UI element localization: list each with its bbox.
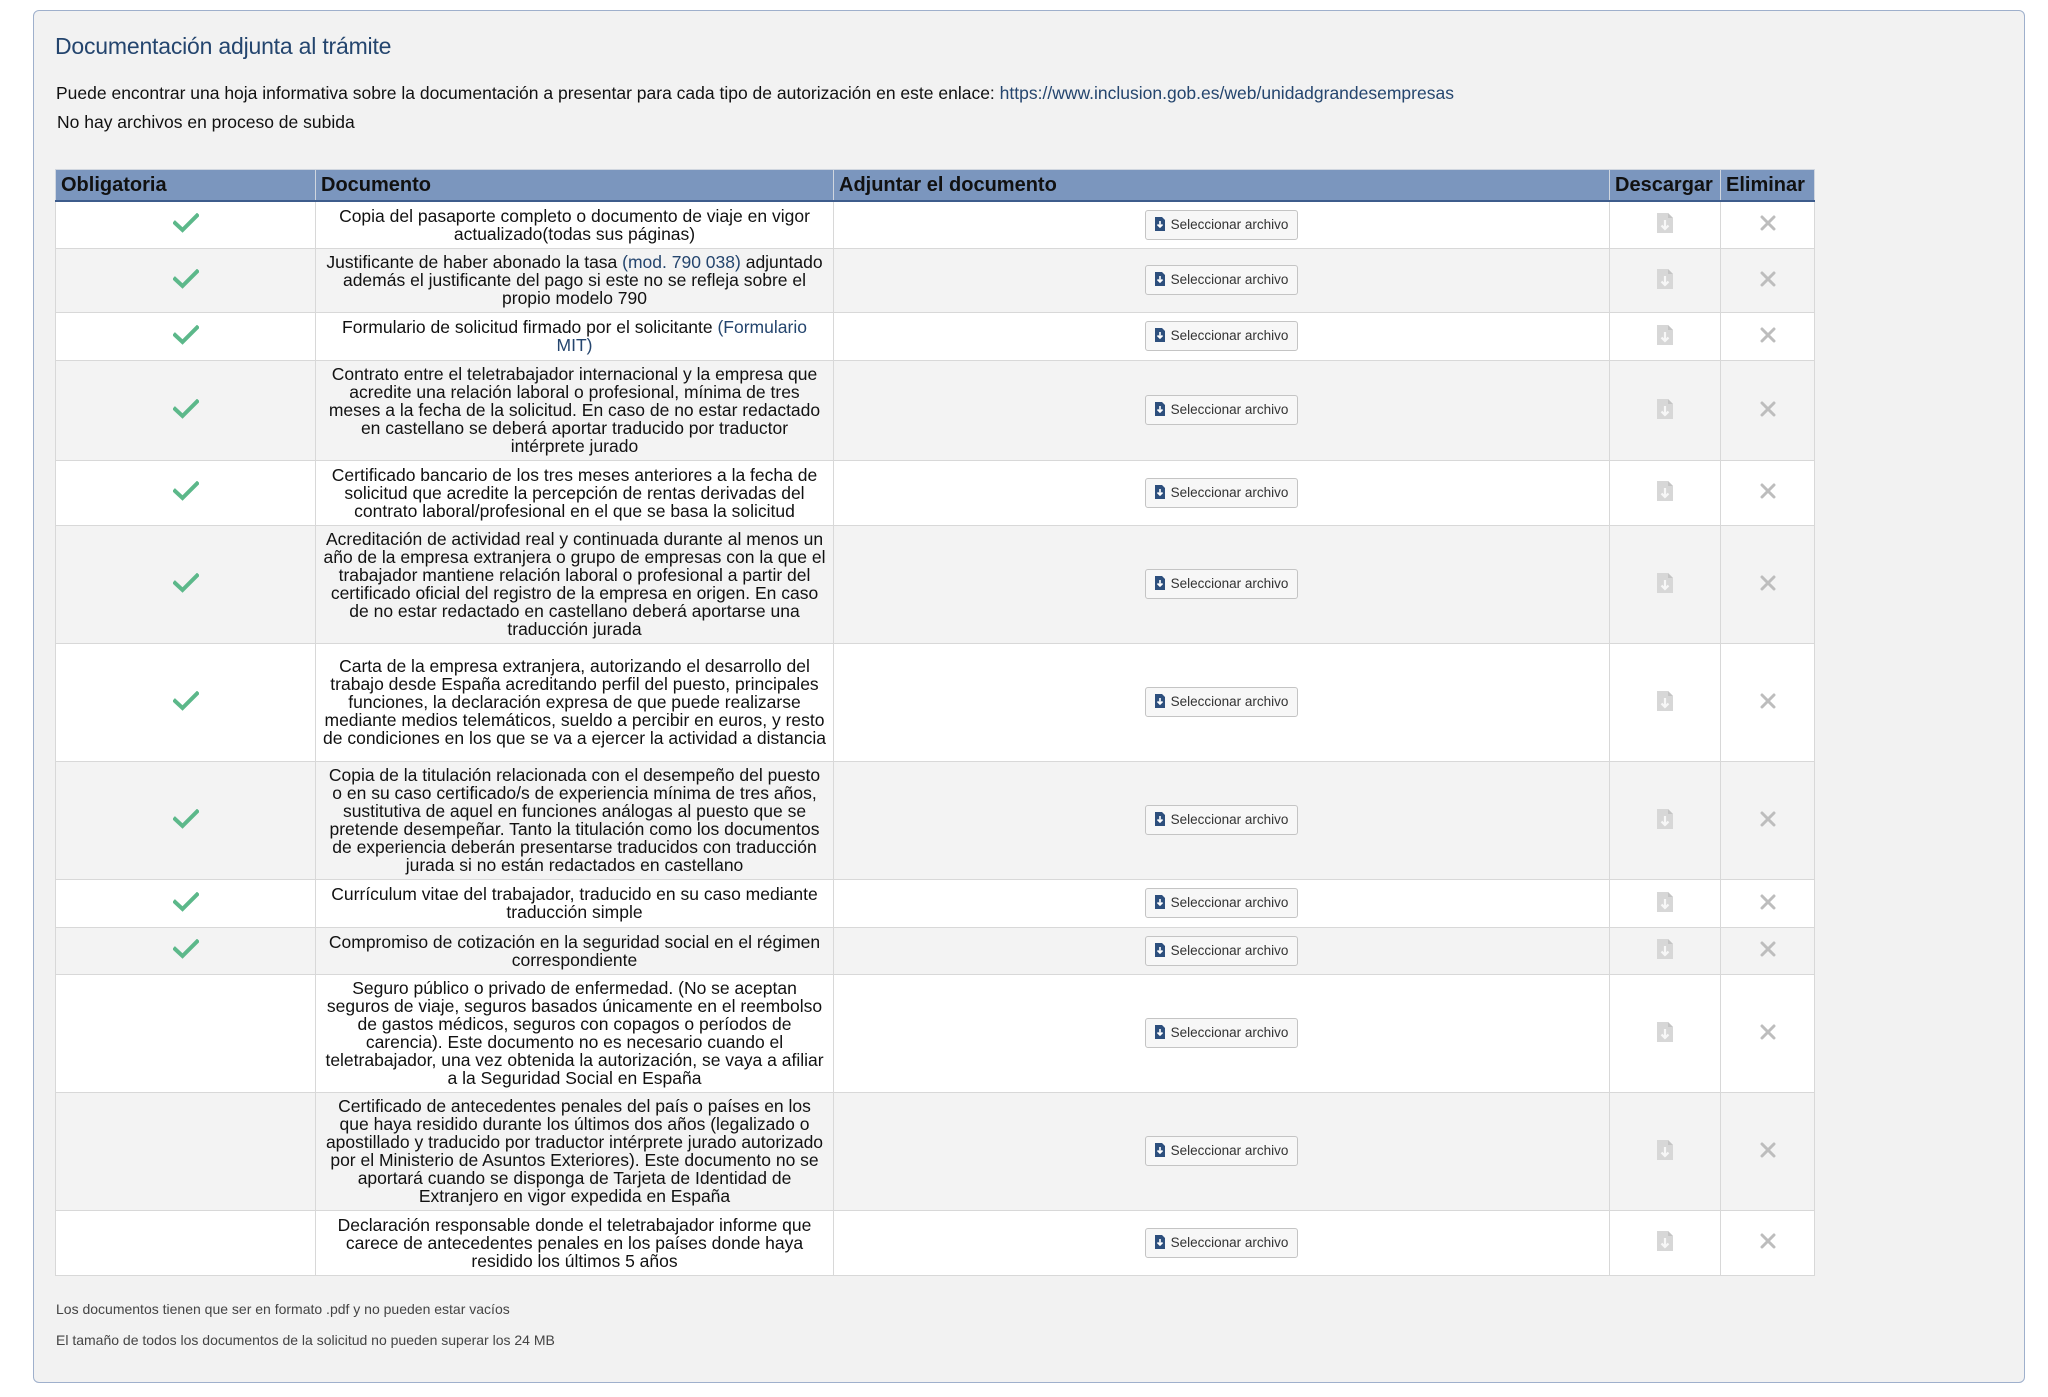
download-cell: [1610, 248, 1721, 312]
delete-cell: [1721, 312, 1815, 360]
attach-cell: [834, 460, 1610, 525]
attach-cell: [834, 761, 1610, 879]
download-file-icon[interactable]: [1656, 212, 1674, 237]
document-text: Copia del pasaporte completo o documento de viaje en vigor actualizado(todas sus páginas): [339, 205, 810, 244]
table-header-row: [56, 170, 1815, 202]
upload-file-icon: [1154, 812, 1171, 827]
download-file-icon[interactable]: [1656, 398, 1674, 423]
document-name: [316, 312, 834, 360]
upload-file-icon: [1154, 1143, 1171, 1158]
info-link[interactable]: https://www.inclusion.gob.es/web/unidadgrandesempresas: [999, 83, 1454, 103]
document-text: Contrato entre el teletrabajador internacional y la empresa que acredite una relación laboral o profesional, mínima de tres meses a la fecha de la solicitud. En caso de no estar redactado en castellano se deberá aportar traducido por traductor intérprete jurado: [328, 364, 821, 456]
select-file-button[interactable]: [1145, 478, 1299, 508]
download-cell: [1610, 927, 1721, 974]
close-icon[interactable]: [1760, 1233, 1776, 1252]
delete-cell: [1721, 643, 1815, 761]
select-file-label: Seleccionar archivo: [1170, 1143, 1289, 1158]
table-row: [56, 360, 1815, 460]
download-cell: [1610, 312, 1721, 360]
check-icon: [173, 892, 199, 912]
table-row: [56, 460, 1815, 525]
document-name: [316, 879, 834, 927]
table-row: [56, 1210, 1815, 1275]
delete-cell: [1721, 248, 1815, 312]
close-icon[interactable]: [1760, 693, 1776, 712]
select-file-button[interactable]: [1145, 687, 1299, 717]
document-text: Acreditación de actividad real y continuada durante al menos un año de la empresa extranjera o grupo de empresas con la que el trabajador mantiene relación laboral o profesional a partir del certificado oficial del registro de la empresa en origen. En caso de no estar redactado en castellano deberá aportarse una traducción jurada: [323, 529, 826, 639]
upload-file-icon: [1154, 328, 1171, 343]
download-file-icon[interactable]: [1656, 1230, 1674, 1255]
upload-file-icon: [1154, 1235, 1171, 1250]
document-text: Justificante de haber abonado la tasa: [326, 252, 623, 272]
select-file-button[interactable]: [1145, 321, 1299, 351]
attach-cell: [834, 974, 1610, 1092]
document-name: [316, 525, 834, 643]
download-cell: [1610, 1092, 1721, 1210]
check-icon: [173, 573, 199, 593]
download-cell: [1610, 643, 1721, 761]
upload-status: No hay archivos en proceso de subida: [57, 112, 355, 132]
required-cell: [56, 525, 316, 643]
select-file-label: Seleccionar archivo: [1170, 895, 1289, 910]
header-documento: Documento: [316, 170, 834, 202]
table-row: [56, 201, 1815, 248]
attach-cell: [834, 643, 1610, 761]
select-file-label: Seleccionar archivo: [1170, 1234, 1289, 1250]
document-name: [316, 248, 834, 312]
upload-file-icon: [1154, 943, 1171, 958]
close-icon[interactable]: [1760, 483, 1776, 502]
download-file-icon[interactable]: [1656, 572, 1674, 597]
document-text-after: adjuntado además el justificante del pago si este no se refleja sobre el propio modelo 790: [342, 252, 823, 308]
upload-file-icon: [1154, 217, 1171, 232]
header-adjuntar: Adjuntar el documento: [834, 170, 1610, 202]
select-file-label: Seleccionar archivo: [1170, 484, 1289, 500]
select-file-button[interactable]: [1145, 888, 1299, 918]
check-icon: [173, 691, 199, 711]
document-text: Certificado bancario de los tres meses anteriores a la fecha de solicitud que acredite la percepción de rentas derivadas del contrato laboral/profesional en el que se basa la solicitud: [331, 464, 818, 521]
note-format: Los documentos tienen que ser en formato .pdf y no pueden estar vacíos: [56, 1301, 510, 1317]
upload-file-icon: [1154, 576, 1171, 591]
select-file-label: Seleccionar archivo: [1170, 576, 1289, 591]
download-file-icon[interactable]: [1656, 480, 1674, 505]
document-name: [316, 643, 834, 761]
table-row: [56, 879, 1815, 927]
delete-cell: [1721, 879, 1815, 927]
document-name: [316, 360, 834, 460]
upload-file-icon: [1154, 1025, 1171, 1040]
document-name: [316, 1092, 834, 1210]
select-file-label: Seleccionar archivo: [1170, 694, 1289, 709]
select-file-label: Seleccionar archivo: [1170, 216, 1289, 232]
upload-file-icon: [1154, 272, 1171, 287]
delete-cell: [1721, 525, 1815, 643]
required-cell: [56, 974, 316, 1092]
upload-file-icon: [1154, 485, 1171, 500]
download-cell: [1610, 525, 1721, 643]
download-file-icon[interactable]: [1656, 268, 1674, 293]
document-text: Currículum vitae del trabajador, traducido en su caso mediante traducción simple: [331, 884, 818, 922]
document-name: [316, 460, 834, 525]
close-icon[interactable]: [1760, 271, 1776, 290]
table-row: [56, 643, 1815, 761]
close-icon[interactable]: [1760, 1142, 1776, 1161]
select-file-label: Seleccionar archivo: [1170, 942, 1289, 958]
select-file-button[interactable]: [1145, 1136, 1299, 1166]
document-name: [316, 927, 834, 974]
note-size: El tamaño de todos los documentos de la solicitud no pueden superar los 24 MB: [56, 1332, 555, 1348]
download-cell: [1610, 974, 1721, 1092]
select-file-label: Seleccionar archivo: [1170, 1025, 1289, 1040]
check-icon: [173, 939, 199, 959]
close-icon[interactable]: [1760, 401, 1776, 420]
delete-cell: [1721, 927, 1815, 974]
download-file-icon[interactable]: [1656, 324, 1674, 349]
download-cell: [1610, 1210, 1721, 1275]
table-row: [56, 525, 1815, 643]
attach-cell: [834, 201, 1610, 248]
upload-file-icon: [1154, 402, 1171, 417]
download-file-icon[interactable]: [1656, 891, 1674, 916]
document-name: [316, 201, 834, 248]
required-cell: [56, 201, 316, 248]
check-icon: [173, 481, 199, 501]
close-icon[interactable]: [1760, 327, 1776, 346]
header-descargar: Descargar: [1610, 170, 1721, 202]
select-file-button[interactable]: [1145, 395, 1299, 425]
select-file-label: Seleccionar archivo: [1170, 402, 1289, 417]
required-cell: [56, 1210, 316, 1275]
select-file-button[interactable]: [1145, 1018, 1299, 1048]
document-name: [316, 974, 834, 1092]
table-row: [56, 927, 1815, 974]
required-cell: [56, 312, 316, 360]
close-icon[interactable]: [1760, 215, 1776, 234]
required-cell: [56, 248, 316, 312]
documents-table: [55, 169, 1815, 1276]
upload-file-icon: [1154, 895, 1171, 910]
document-text: Formulario de solicitud firmado por el solicitante: [342, 317, 718, 337]
close-icon[interactable]: [1760, 575, 1776, 594]
required-cell: [56, 460, 316, 525]
check-icon: [173, 269, 199, 289]
download-file-icon[interactable]: [1656, 1021, 1674, 1046]
upload-file-icon: [1154, 694, 1171, 709]
table-row: [56, 974, 1815, 1092]
delete-cell: [1721, 1210, 1815, 1275]
document-link[interactable]: (mod. 790 038): [622, 252, 741, 272]
document-text: Certificado de antecedentes penales del país o países en los que haya residido durante los últimos dos años (legalizado o apostillado y traducido por traductor intérprete jurado autorizado por el Ministerio de Asuntos Exteriores). Este documento no se aportará cuando se disponga de Tarjeta de Identidad de Extranjero en vigor expedida en España: [325, 1096, 824, 1206]
document-text: Carta de la empresa extranjera, autorizando el desarrollo del trabajo desde España acreditando perfil del puesto, principales funciones, la declaración expresa de que puede realizarse mediante medios telemáticos, sueldo a percibir en euros, y resto de condiciones en los que se va a ejercer la actividad a distancia: [323, 656, 826, 748]
delete-cell: [1721, 201, 1815, 248]
select-file-button[interactable]: [1145, 1228, 1299, 1258]
select-file-label: Seleccionar archivo: [1170, 812, 1289, 827]
attach-cell: [834, 248, 1610, 312]
delete-cell: [1721, 1092, 1815, 1210]
attach-cell: [834, 1210, 1610, 1275]
header-obligatoria: Obligatoria: [56, 170, 316, 202]
document-link[interactable]: (Formulario MIT): [556, 317, 807, 355]
attach-cell: [834, 1092, 1610, 1210]
download-file-icon[interactable]: [1656, 938, 1674, 963]
info-text: [56, 83, 1454, 104]
check-icon: [173, 399, 199, 419]
attach-cell: [834, 312, 1610, 360]
document-name: [316, 761, 834, 879]
download-cell: [1610, 201, 1721, 248]
select-file-button[interactable]: [1145, 569, 1299, 599]
attach-cell: [834, 879, 1610, 927]
download-file-icon[interactable]: [1656, 808, 1674, 833]
close-icon[interactable]: [1760, 1024, 1776, 1043]
table-row: [56, 312, 1815, 360]
download-cell: [1610, 460, 1721, 525]
document-text: Declaración responsable donde el teletrabajador informe que carece de antecedentes penales en los países donde haya residido los últimos 5 años: [337, 1214, 812, 1271]
download-cell: [1610, 879, 1721, 927]
info-text-label: Puede encontrar una hoja informativa sobre la documentación a presentar para cada tipo de autorización en este enlace:: [56, 83, 1000, 103]
close-icon[interactable]: [1760, 894, 1776, 913]
header-eliminar: Eliminar: [1721, 170, 1815, 202]
required-cell: [56, 927, 316, 974]
document-text: Copia de la titulación relacionada con el desempeño del puesto o en su caso certificado/s de experiencia mínima de tres años, sustitutiva de aquel en funciones análogas al puesto que se pretende desempeñar. Tanto la titulación como los documentos de experiencia deberán presentarse traducidos con traducción jurada si no están redactados en castellano: [328, 765, 821, 875]
document-name: [316, 1210, 834, 1275]
document-text: Compromiso de cotización en la seguridad social en el régimen correspondiente: [328, 931, 821, 970]
attach-cell: [834, 525, 1610, 643]
delete-cell: [1721, 360, 1815, 460]
check-icon: [173, 809, 199, 829]
download-cell: [1610, 360, 1721, 460]
table-row: [56, 1092, 1815, 1210]
required-cell: [56, 1092, 316, 1210]
required-cell: [56, 761, 316, 879]
section-title: Documentación adjunta al trámite: [55, 33, 392, 59]
documents-panel: [33, 10, 2025, 1383]
select-file-button[interactable]: [1145, 210, 1299, 240]
attach-cell: [834, 927, 1610, 974]
required-cell: [56, 643, 316, 761]
select-file-label: Seleccionar archivo: [1170, 272, 1289, 287]
delete-cell: [1721, 974, 1815, 1092]
table-row: [56, 248, 1815, 312]
close-icon[interactable]: [1760, 941, 1776, 960]
select-file-button[interactable]: [1145, 936, 1299, 966]
download-cell: [1610, 761, 1721, 879]
delete-cell: [1721, 460, 1815, 525]
select-file-button[interactable]: [1145, 805, 1299, 835]
required-cell: [56, 879, 316, 927]
select-file-label: Seleccionar archivo: [1170, 328, 1289, 343]
check-icon: [173, 213, 199, 233]
attach-cell: [834, 360, 1610, 460]
close-icon[interactable]: [1760, 811, 1776, 830]
check-icon: [173, 325, 199, 345]
required-cell: [56, 360, 316, 460]
table-row: [56, 761, 1815, 879]
download-file-icon[interactable]: [1656, 690, 1674, 715]
select-file-button[interactable]: [1145, 265, 1299, 295]
delete-cell: [1721, 761, 1815, 879]
document-text: Seguro público o privado de enfermedad. (No se aceptan seguros de viaje, seguros basados únicamente en el reembolso de gastos médicos, seguros con copagos o períodos de carencia). Este documento no es necesario cuando el teletrabajador, una vez obtenida la autorización, se vaya a afiliar a la Seguridad Social en España: [325, 978, 824, 1088]
download-file-icon[interactable]: [1656, 1139, 1674, 1164]
